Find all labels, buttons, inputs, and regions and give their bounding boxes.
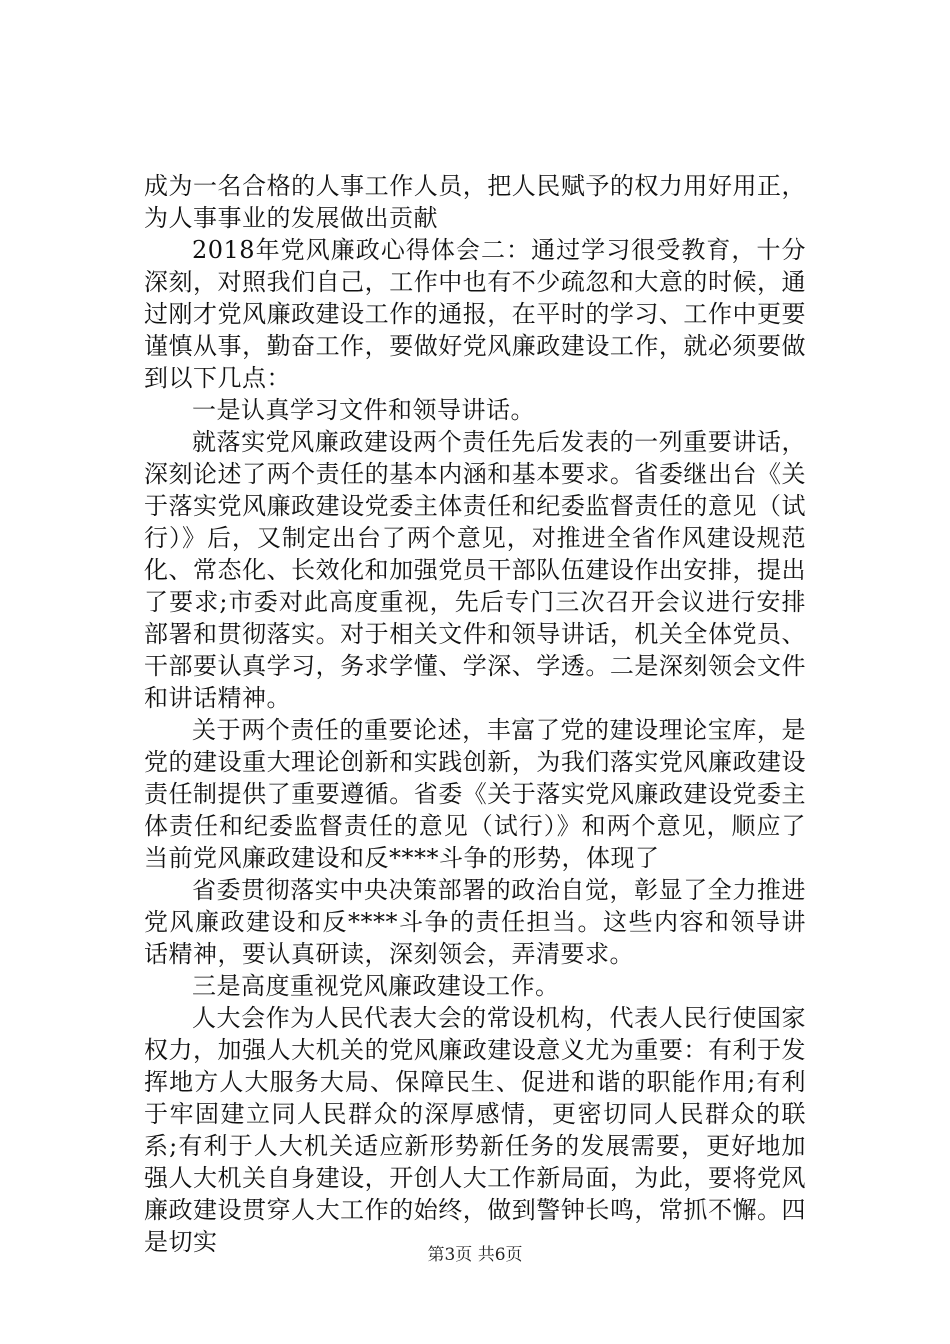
- paragraph-3: 一是认真学习文件和领导讲话。: [192, 396, 535, 424]
- document-body: [144, 170, 806, 1258]
- paragraph-4: 就落实党风廉政建设两个责任先后发表的一列重要讲话，深刻论述了两个责任的基本内涵和基本要求。省委继出台《关于落实党风廉政建设党委主体责任和纪委监督责任的意见（试行）》后，又制定出台了两个意见，对推进全省作风建设规范化、常态化、长效化和加强党员干部队伍建设作出安排，提出了要求;市委对此高度重视，先后专门三次召开会议进行安排部署和贯彻落实。对于相关文件和领导讲话，机关全体党员、干部要认真学习，务求学懂、学深、学透。二是深刻领会文件和讲话精神。: [144, 428, 806, 712]
- paragraph-7: 三是高度重视党风廉政建设工作。: [192, 972, 560, 1000]
- paragraph-8: 人大会作为人民代表大会的常设机构，代表人民行使国家权力，加强人大机关的党风廉政建设意义尤为重要：有利于发挥地方人大服务大局、保障民生、促进和谐的职能作用;有利于牢固建立同人民群众的深厚感情，更密切同人民群众的联系;有利于人大机关适应新形势新任务的发展需要，更好地加强人大机关自身建设，开创人大工作新局面，为此，要将党风廉政建设贯穿人大工作的始终，做到警钟长鸣，常抓不懈。四是切实: [144, 1004, 806, 1256]
- paragraph-1: 成为一名合格的人事工作人员，把人民赋予的权力用好用正，为人事事业的发展做出贡献: [144, 172, 806, 232]
- paragraph-5: 关于两个责任的重要论述，丰富了党的建设理论宝库，是党的建设重大理论创新和实践创新，为我们落实党风廉政建设责任制提供了重要遵循。省委《关于落实党风廉政建设党委主体责任和纪委监督责任的意见（试行）》和两个意见，顺应了当前党风廉政建设和反****斗争的形势，体现了: [144, 716, 806, 872]
- page-footer: 第3页 共6页: [427, 1245, 523, 1265]
- paragraph-2: 2018年党风廉政心得体会二：通过学习很受教育，十分深刻，对照我们自己，工作中也有不少疏忽和大意的时候，通过刚才党风廉政建设工作的通报，在平时的学习、工作中更要谨慎从事，勤奋工作，要做好党风廉政建设工作，就必须要做到以下几点：: [144, 236, 806, 392]
- paragraph-6: 省委贯彻落实中央决策部署的政治自觉，彰显了全力推进党风廉政建设和反****斗争的责任担当。这些内容和领导讲话精神，要认真研读，深刻领会，弄清要求。: [144, 876, 806, 968]
